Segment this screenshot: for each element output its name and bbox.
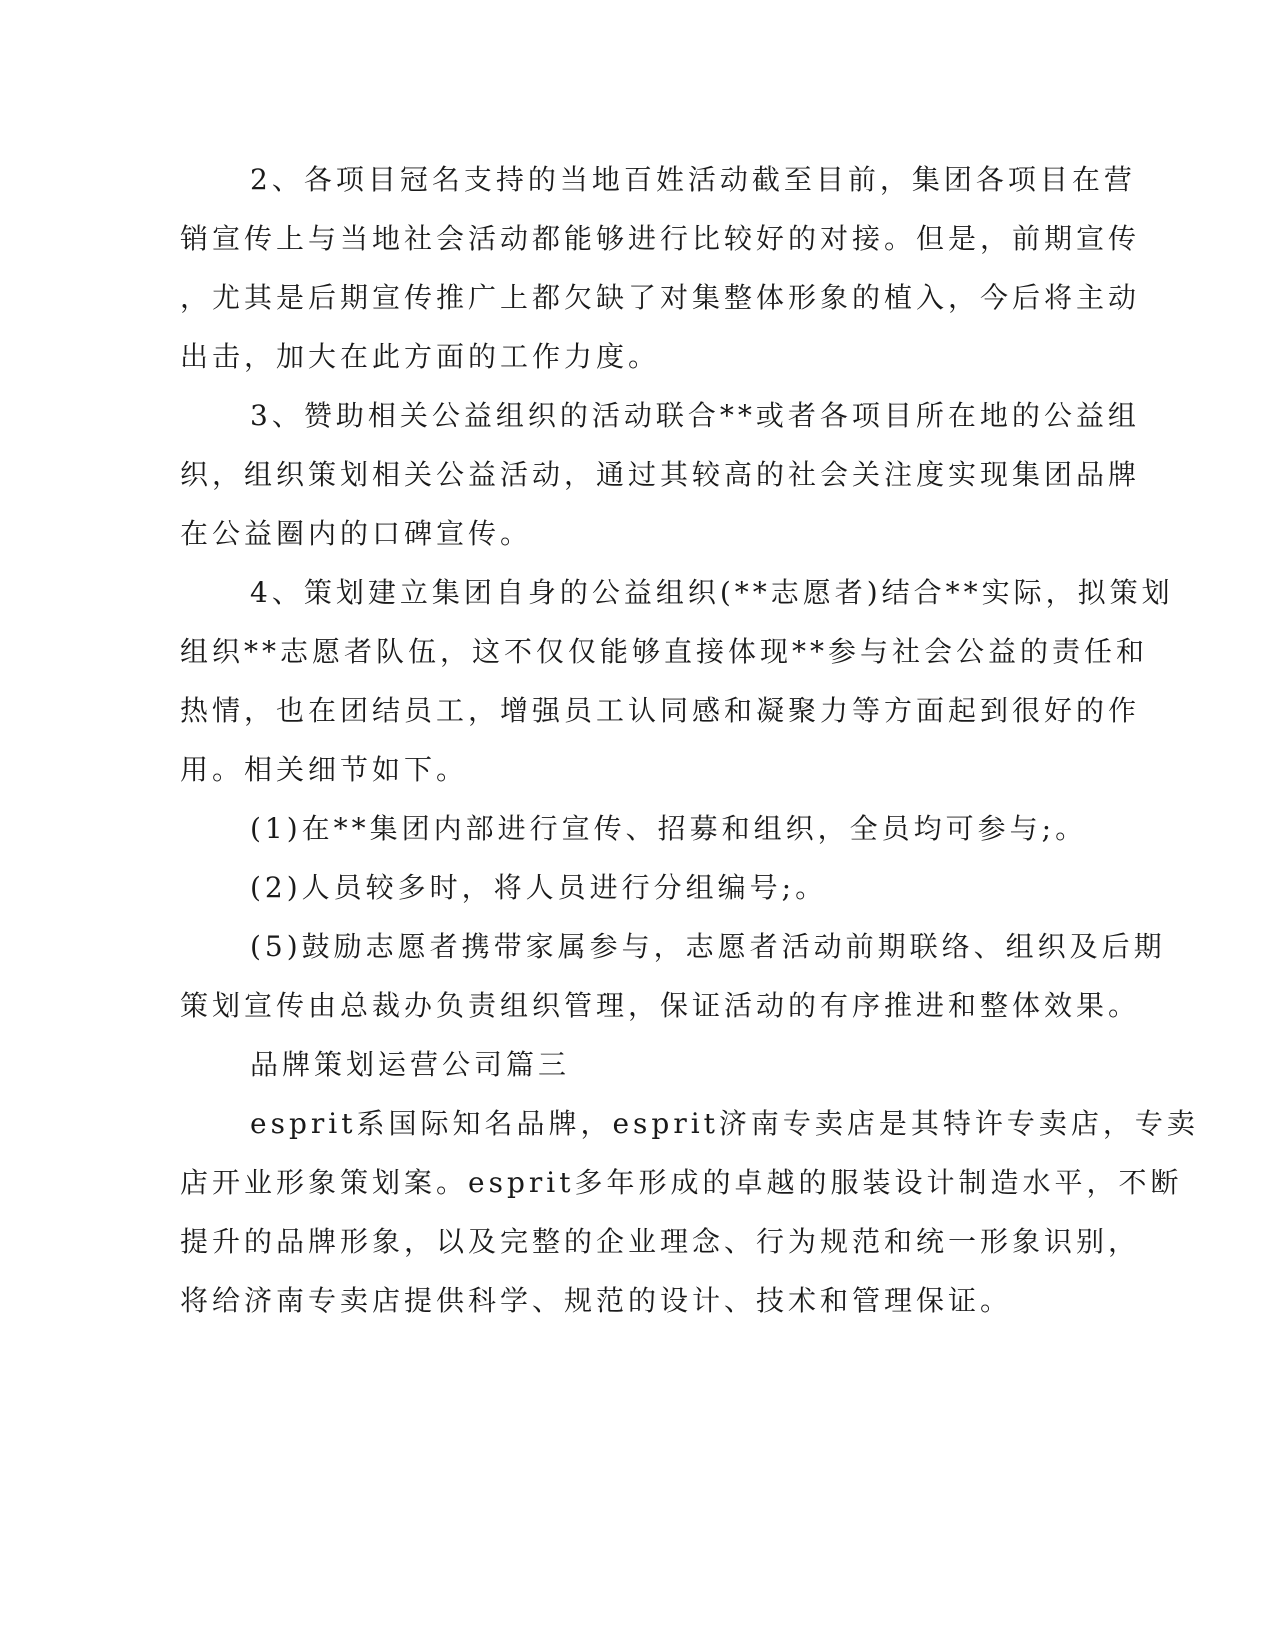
paragraph-4-line-3: 热情，也在团结员工，增强员工认同感和凝聚力等方面起到很好的作 xyxy=(180,694,1141,727)
list-item-5-line-2: 策划宣传由总裁办负责组织管理，保证活动的有序推进和整体效果。 xyxy=(180,989,1141,1022)
section-heading: 品牌策划运营公司篇三 xyxy=(250,1048,571,1081)
list-item-1: (1)在**集团内部进行宣传、招募和组织，全员均可参与;。 xyxy=(250,812,1088,845)
paragraph-3-line-2: 织，组织策划相关公益活动，通过其较高的社会关注度实现集团品牌 xyxy=(180,458,1141,491)
paragraph-2-line-2: 销宣传上与当地社会活动都能够进行比较好的对接。但是，前期宣传 xyxy=(180,222,1141,255)
list-item-2: (2)人员较多时，将人员进行分组编号;。 xyxy=(250,871,828,904)
esprit-paragraph-line-3: 提升的品牌形象，以及完整的企业理念、行为规范和统一形象识别， xyxy=(180,1225,1141,1258)
esprit-paragraph-line-4: 将给济南专卖店提供科学、规范的设计、技术和管理保证。 xyxy=(180,1284,1013,1317)
list-item-5-line-1: (5)鼓励志愿者携带家属参与，志愿者活动前期联络、组织及后期 xyxy=(250,930,1166,963)
paragraph-2-line-3: ，尤其是后期宣传推广上都欠缺了对集整体形象的植入，今后将主动 xyxy=(180,281,1141,314)
paragraph-3-line-3: 在公益圈内的口碑宣传。 xyxy=(180,517,533,550)
paragraph-4-line-2: 组织**志愿者队伍，这不仅仅能够直接体现**参与社会公益的责任和 xyxy=(180,635,1149,668)
paragraph-4-line-4: 用。相关细节如下。 xyxy=(180,753,469,786)
paragraph-3-line-1: 3、赞助相关公益组织的活动联合**或者各项目所在地的公益组 xyxy=(250,399,1140,432)
paragraph-2-line-4: 出击，加大在此方面的工作力度。 xyxy=(180,340,661,373)
esprit-paragraph-line-1: esprit系国际知名品牌，esprit济南专卖店是其特许专卖店，专卖 xyxy=(250,1107,1199,1140)
paragraph-2-line-1: 2、各项目冠名支持的当地百姓活动截至目前，集团各项目在营 xyxy=(250,163,1136,196)
paragraph-4-line-1: 4、策划建立集团自身的公益组织(**志愿者)结合**实际，拟策划 xyxy=(250,576,1174,609)
esprit-paragraph-line-2: 店开业形象策划案。esprit多年形成的卓越的服装设计制造水平，不断 xyxy=(180,1166,1183,1199)
